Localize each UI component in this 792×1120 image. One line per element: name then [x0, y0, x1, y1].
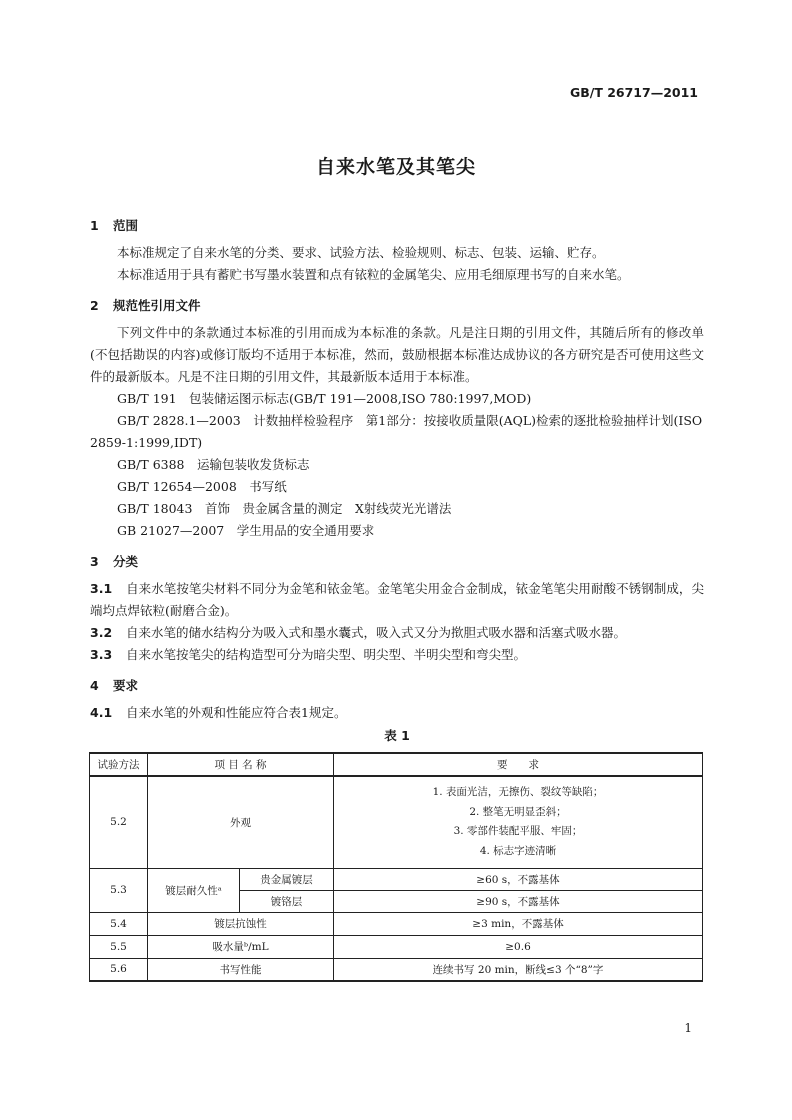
cell-method: 5.2 — [90, 776, 148, 868]
cell-requirement-list — [334, 776, 703, 868]
clause-text: 自来水笔的储水结构分为吸入式和墨水囊式，吸入式又分为揿胆式吸水器和活塞式吸水器。 — [126, 625, 627, 640]
cell-requirement: ≥0.6 — [334, 935, 703, 958]
clause-text: 自来水笔的外观和性能应符合表1规定。 — [126, 705, 347, 720]
section-2-heading — [90, 296, 704, 316]
section-1-para-1: 本标准规定了自来水笔的分类、要求、试验方法、检验规则、标志、包装、运输、贮存。 — [117, 245, 605, 260]
header-method: 试验方法 — [90, 753, 148, 776]
section-number: 3 — [90, 554, 99, 569]
section-title: 要求 — [113, 678, 139, 693]
header-requirement: 要 求 — [334, 753, 703, 776]
reference-item: GB/T 18043 首饰 贵金属含量的测定 X射线荧光光谱法 — [117, 501, 452, 516]
cell-item: 外观 — [148, 776, 334, 868]
cell-requirement: 连续书写 20 min，断线≤3 个“8”字 — [334, 958, 703, 981]
page-number: 1 — [684, 1021, 692, 1035]
cell-item: 镀层抗蚀性 — [148, 912, 334, 935]
clause-text: 自来水笔按笔尖材料不同分为金笔和铱金笔。金笔笔尖用金合金制成，铱金笔笔尖用耐酸不锈钢制成，尖端均点焊铱粒(耐磨合金)。 — [90, 581, 704, 618]
requirement-line: 4. 标志字迹清晰 — [479, 844, 557, 857]
section-3-heading — [90, 552, 704, 572]
table-row — [90, 935, 703, 958]
cell-method: 5.5 — [90, 935, 148, 958]
cell-method: 5.6 — [90, 958, 148, 981]
cell-item: 镀层耐久性ᵃ — [148, 868, 240, 912]
cell-item: 吸水量ᵇ/mL — [148, 935, 334, 958]
clause-3-1 — [90, 578, 704, 622]
table-row — [90, 912, 703, 935]
section-title: 范围 — [113, 218, 139, 233]
clause-4-1 — [90, 702, 704, 724]
cell-subitem: 贵金属镀层 — [240, 868, 334, 890]
section-number: 1 — [90, 218, 99, 233]
document-body — [90, 216, 704, 746]
section-1-heading — [90, 216, 704, 236]
cell-item: 书写性能 — [148, 958, 334, 981]
section-2-intro: 下列文件中的条款通过本标准的引用而成为本标准的条款。凡是注日期的引用文件，其随后所有的修改单(不包括勘误的内容)或修订版均不适用于本标准，然而，鼓励根据本标准达成协议的各方研究是否可使用这些文件的最新版本。凡是不注日期的引用文件，其最新版本适用于本标准。 — [90, 325, 704, 384]
clause-3-2 — [90, 622, 704, 644]
section-title: 分类 — [113, 554, 139, 569]
cell-method: 5.3 — [90, 868, 148, 912]
page-title: 自来水笔及其笔尖 — [315, 156, 476, 178]
table-row — [90, 868, 703, 890]
requirement-line: 2. 整笔无明显歪斜； — [469, 805, 567, 818]
cell-requirement: ≥90 s，不露基体 — [334, 890, 703, 912]
clause-number: 4.1 — [90, 705, 113, 720]
requirement-line: 3. 零部件装配平服、牢固； — [453, 825, 583, 838]
requirements-table — [89, 752, 703, 982]
reference-item: GB/T 12654—2008 书写纸 — [117, 479, 287, 494]
table-caption: 表 1 — [384, 728, 410, 743]
clause-3-3 — [90, 644, 704, 666]
section-4-heading — [90, 676, 704, 696]
table-row — [90, 776, 703, 868]
clause-number: 3.1 — [90, 581, 113, 596]
cell-method: 5.4 — [90, 912, 148, 935]
section-number: 2 — [90, 298, 99, 313]
reference-item: GB 21027—2007 学生用品的安全通用要求 — [117, 523, 375, 538]
cell-subitem: 镀铬层 — [240, 890, 334, 912]
cell-requirement: ≥60 s，不露基体 — [334, 868, 703, 890]
table-header-row — [90, 753, 703, 776]
standard-number: GB/T 26717—2011 — [569, 85, 698, 100]
reference-item: GB/T 6388 运输包装收发货标志 — [117, 457, 310, 472]
clause-number: 3.3 — [90, 647, 113, 662]
reference-item: GB/T 2828.1—2003 计数抽样检验程序 第1部分：按接收质量限(AQL)检索的逐批检验抽样计划(ISO 2859-1:1999,IDT) — [90, 413, 703, 450]
cell-requirement: ≥3 min，不露基体 — [334, 912, 703, 935]
requirement-line: 1. 表面光洁，无擦伤、裂纹等缺陷； — [432, 786, 604, 799]
clause-text: 自来水笔按笔尖的结构造型可分为暗尖型、明尖型、半明尖型和弯尖型。 — [126, 647, 527, 662]
reference-item: GB/T 191 包装储运图示标志(GB/T 191—2008,ISO 780:1997,MOD) — [117, 391, 532, 406]
section-title: 规范性引用文件 — [113, 298, 201, 313]
section-number: 4 — [90, 678, 99, 693]
section-1-para-2: 本标准适用于具有蓄贮书写墨水装置和点有铱粒的金属笔尖、应用毛细原理书写的自来水笔。 — [117, 267, 630, 282]
clause-number: 3.2 — [90, 625, 113, 640]
header-item: 项 目 名 称 — [148, 753, 334, 776]
table-row — [90, 958, 703, 981]
